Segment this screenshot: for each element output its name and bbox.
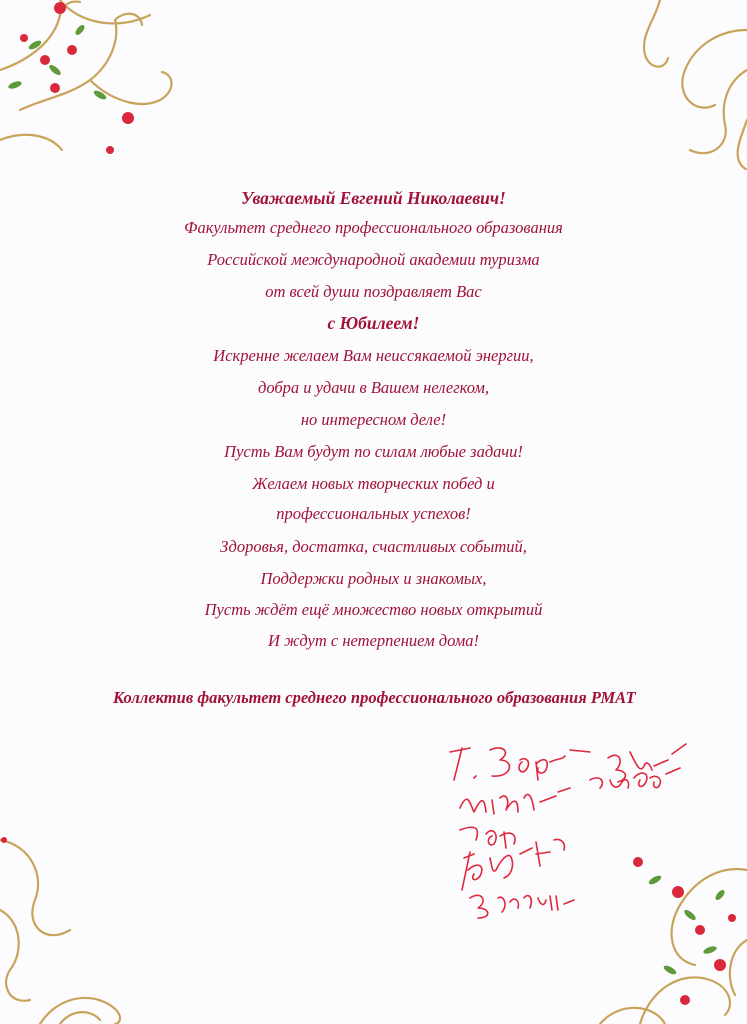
sender-line: Коллектив факультет среднего профессионального образования РМАТ [113, 688, 636, 707]
occasion-title: с Юбилеем! [327, 313, 420, 333]
letter-line: от всей души поздравляет Вас [265, 282, 482, 301]
wish-line: Поддержки родных и знакомых, [260, 569, 487, 588]
wish-line: но интересном деле! [300, 410, 447, 429]
salutation: Уважаемый Евгений Николаевич! [241, 188, 506, 208]
floral-ornament-top-left [0, 0, 190, 160]
wish-line: Пусть ждёт ещё множество новых открытий [204, 600, 543, 619]
wish-line: Пусть Вам будут по силам любые задачи! [224, 442, 523, 461]
wish-line: профессиональных успехов! [276, 504, 471, 523]
wish-line: Желаем новых творческих побед и [252, 474, 495, 493]
wish-line: И ждут с нетерпением дома! [268, 631, 479, 650]
wish-line: добра и удачи в Вашем нелегком, [257, 378, 490, 397]
swirl-ornament-top-right [600, 0, 747, 170]
swirl-ornament-bottom-left [0, 800, 150, 1024]
handwritten-signatures [440, 730, 710, 925]
wish-line: Искренне желаем Вам неиссякаемой энергии, [213, 346, 534, 365]
letter-line: Российской международной академии туризма [207, 250, 540, 269]
wish-line: Здоровья, достатка, счастливых событий, [220, 537, 527, 556]
letter-line: Факультет среднего профессионального образования [184, 218, 563, 237]
